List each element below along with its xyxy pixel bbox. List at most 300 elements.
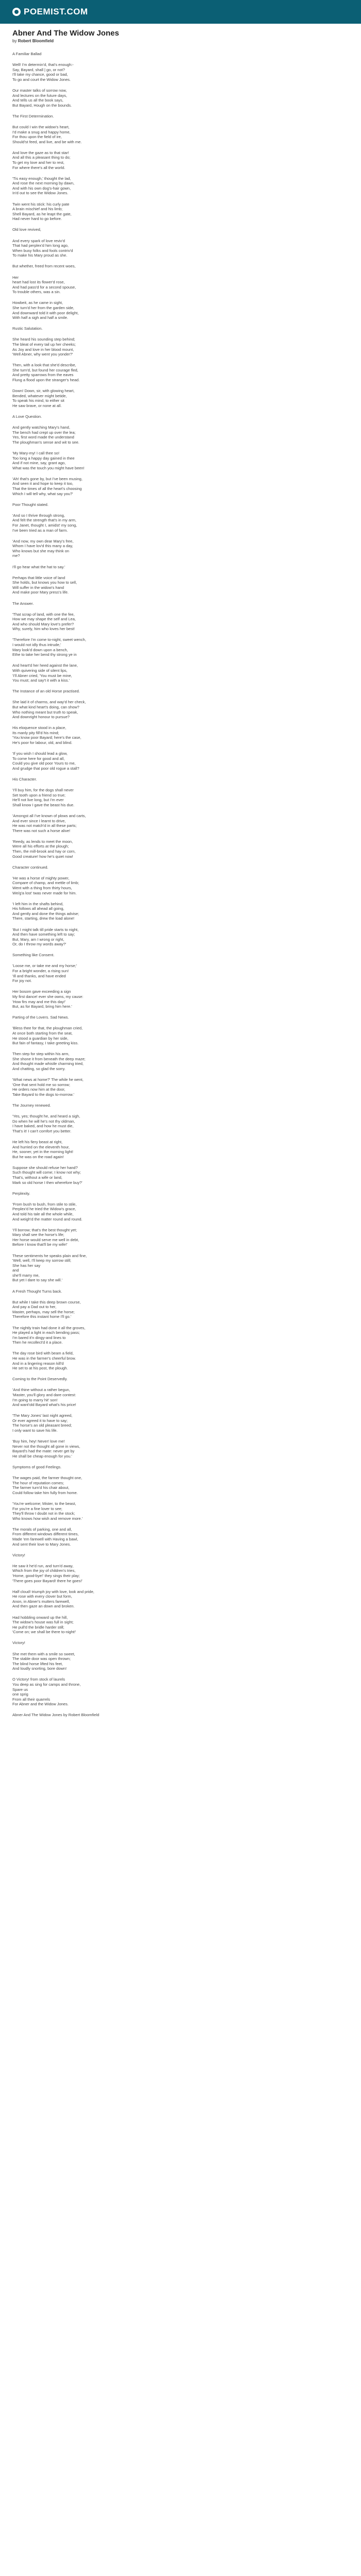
poem-stanza bbox=[12, 865, 349, 870]
poem-stanza bbox=[12, 114, 349, 119]
poem-line: He rose with every clover but form, bbox=[12, 1594, 72, 1599]
poem-line: And want'old Bayard what's his price! bbox=[12, 1402, 76, 1408]
poem-line: From all their quarrels bbox=[12, 1697, 50, 1702]
poem-stanza bbox=[12, 1228, 349, 1247]
poem-line: The horse's an old pleasant breed; bbox=[12, 1423, 72, 1428]
poem-line: heart had lost its flower'd rose, bbox=[12, 280, 65, 285]
poem-stanza bbox=[12, 1289, 349, 1294]
poem-line: 'Ah! that's gone by, but I've been musing, bbox=[12, 476, 83, 481]
poem-line: 'I left him in the shafts behind, bbox=[12, 901, 63, 906]
poem-line: He saw it he'd run, and turn'd away, bbox=[12, 1563, 74, 1568]
poem-line: And every spark of love reviv'd bbox=[12, 238, 65, 243]
poem-line: and bbox=[12, 1268, 19, 1273]
poem-stanza bbox=[12, 513, 349, 533]
poem-line: 'And now, my own dear Mary's free, bbox=[12, 538, 74, 544]
poem-line: Down! Down, sir, with glowing heart, bbox=[12, 388, 75, 394]
poem-line: She turn'd, but found her courage fled, bbox=[12, 367, 78, 372]
poem-line: And all this a pleasant thing to do; bbox=[12, 155, 71, 160]
poem-line: Poor Thought stated. bbox=[12, 502, 48, 507]
poem-line: Character continued. bbox=[12, 865, 48, 870]
poem-stanza bbox=[12, 125, 349, 144]
logo-text: POEMIST.COM bbox=[24, 7, 88, 16]
poem-line: 'He was a horse of mighty power, bbox=[12, 875, 70, 880]
poem-line: And lectures on the future days, bbox=[12, 93, 67, 98]
poem-stanza bbox=[12, 1326, 349, 1345]
poem-stanza bbox=[12, 275, 349, 295]
poem-line: Mark so old horse I then wherefore buy?' bbox=[12, 1180, 83, 1185]
poem-line: The ploughman's sense and wit to see. bbox=[12, 439, 79, 445]
poem-stanza bbox=[12, 1351, 349, 1370]
poem-line: He orders now him at the door, bbox=[12, 1087, 65, 1092]
poem-line: Why, surely, him who loves her best! bbox=[12, 626, 75, 632]
poem-line: 'If you wish I should lead a glow, bbox=[12, 751, 68, 756]
poem-line: With half a sigh and half a smile. bbox=[12, 315, 68, 320]
poem-line: I'll go hear what the hat to say.' bbox=[12, 564, 65, 569]
poem-line: 'What news at home?' The while he went, bbox=[12, 1077, 84, 1082]
poem-line: 'Amongst all I've known of plows and carts, bbox=[12, 813, 86, 818]
poem-line: And sent their love to Mary Jones. bbox=[12, 1541, 71, 1547]
poem-line: His Character. bbox=[12, 776, 37, 782]
poem-line: Suppose she should refuse her hand? bbox=[12, 1165, 78, 1170]
poem-line: Who nothing meant but truth to speak, bbox=[12, 709, 78, 715]
poem-line: Or ever agreed it to have to say; bbox=[12, 1418, 68, 1423]
poem-stanza bbox=[12, 1589, 349, 1609]
poem-stanza bbox=[12, 202, 349, 222]
poem-line: one sprig bbox=[12, 1692, 28, 1697]
poem-line: Master, perhaps, may sell the horse; bbox=[12, 1309, 75, 1314]
poem-line: Ethe to take her bend thy strong ye in bbox=[12, 652, 77, 657]
poem-line: I only want to save his life. bbox=[12, 1428, 58, 1433]
poem-line: She laid it of charms, and way'd her check, bbox=[12, 700, 86, 705]
poem-line: Victory! bbox=[12, 1640, 25, 1646]
poem-stanza bbox=[12, 388, 349, 408]
poem-stanza bbox=[12, 689, 349, 694]
poem-line: 'That scrap of land, with one the fee, bbox=[12, 612, 75, 617]
poem-line: For a bright wonder, a rising sun! bbox=[12, 969, 69, 974]
poem-line: Her horse would serve me well in debt, bbox=[12, 1237, 79, 1242]
poem-stanza bbox=[12, 1191, 349, 1196]
poem-line: Howbeit, as he came in sight, bbox=[12, 300, 63, 306]
poem-byline bbox=[12, 39, 349, 43]
poem-line: That's, without a wife or land, bbox=[12, 1175, 62, 1180]
poem-line: 'Master, you'll glory and dare contest: bbox=[12, 1392, 76, 1397]
poem-stanza bbox=[12, 700, 349, 719]
poem-line: 'Yes, yes; thought he, and heard a sigh, bbox=[12, 1114, 80, 1119]
poem-stanza bbox=[12, 1052, 349, 1071]
poem-line: A Familiar Ballad bbox=[12, 52, 42, 56]
poem-line: And then gaze an down and broken. bbox=[12, 1604, 75, 1609]
poem-line: 'The Mary Jones' last night agreed, bbox=[12, 1413, 73, 1418]
poem-line: He pull'd the bridle harder still; bbox=[12, 1624, 64, 1630]
poem-line: Our master talks of sorrow now, bbox=[12, 88, 67, 93]
poem-line: Parting of the Lovers. Sad News. bbox=[12, 1015, 69, 1020]
poem-content bbox=[0, 24, 361, 1718]
poem-line: Therefore this instant home I'll go.' bbox=[12, 1314, 72, 1319]
poem-line: My first dance! ever she owns, my cause: bbox=[12, 994, 84, 999]
poem-line: You must; and say't it with a kiss.' bbox=[12, 678, 70, 683]
poem-line: And gently and done the things advise; bbox=[12, 911, 79, 916]
poem-stanza bbox=[12, 1140, 349, 1159]
poem-line: But yet I dare to say she will.' bbox=[12, 1278, 62, 1283]
poem-line: For you're a fine lover to see; bbox=[12, 1506, 62, 1511]
poem-stanza bbox=[12, 176, 349, 196]
poem-line: He stood a guardian by her side, bbox=[12, 1036, 69, 1041]
poem-line: 'Well Abner, why went you yonder?' bbox=[12, 352, 73, 357]
poem-line: The hour of reputation comes; bbox=[12, 1480, 64, 1485]
poem-line: And then have something left to say; bbox=[12, 932, 75, 937]
poem-line: He was not match'd in all these parts; bbox=[12, 823, 77, 828]
poem-line: That had perplex'd him long ago, bbox=[12, 243, 69, 248]
poem-line: The nightly train had done it all the groves, bbox=[12, 1325, 86, 1330]
poem-line: In'd out to see the Widow Jones. bbox=[12, 191, 69, 196]
poem-line: She met them with a smile so sweet, bbox=[12, 1651, 75, 1656]
poem-line: Take Bayard to the dogs to-morrow.' bbox=[12, 1092, 74, 1097]
poem-stanza bbox=[12, 300, 349, 320]
poem-line: 'I'll buy him, for the dogs shall never bbox=[12, 788, 74, 793]
poem-stanza bbox=[12, 264, 349, 269]
poem-line: And pretty sparrows from the eaves bbox=[12, 372, 74, 378]
poem-line: Bayard's had the mate: never get by bbox=[12, 1449, 75, 1454]
poem-line: Rustic Salutation. bbox=[12, 326, 43, 331]
byline-prefix: by bbox=[12, 39, 17, 43]
poem-stanza bbox=[12, 62, 349, 82]
poem-stanza bbox=[12, 1527, 349, 1547]
poem-line: Her bbox=[12, 275, 19, 280]
poem-line: Well! I'm determin'd, that's enough:- bbox=[12, 62, 74, 67]
poem-line: She holds, but knows you how to sell, bbox=[12, 580, 77, 585]
top-navigation-bar bbox=[0, 0, 361, 24]
poem-line: And who should Mary love's prefer? bbox=[12, 621, 74, 626]
poem-line: Perhaps that little voice of land bbox=[12, 575, 65, 580]
poem-line: And thought made whistle charming tried, bbox=[12, 1061, 84, 1066]
poem-line: Shell Bayard, as he leapt the gate, bbox=[12, 211, 72, 216]
poem-line: He'll not live long, but I'm ever bbox=[12, 798, 64, 803]
poem-line: O Victory! from stock of laurels bbox=[12, 1677, 65, 1682]
poem-line: The blind horse lifted his feet, bbox=[12, 1661, 63, 1666]
poem-line: And heart'd her heed against the lane, bbox=[12, 663, 78, 668]
poem-line: 'Home, good-bye!' they sings their play; bbox=[12, 1573, 80, 1578]
poem-line: me? bbox=[12, 553, 20, 558]
poem-line: The Journey renewed. bbox=[12, 1103, 51, 1108]
poem-stanza bbox=[12, 1103, 349, 1108]
poem-author[interactable]: Robert Bloomfield bbox=[18, 39, 54, 43]
poem-line: He saw brave, or none at all. bbox=[12, 403, 62, 408]
poem-line: 'From bush to bush, from stile to stile, bbox=[12, 1201, 77, 1207]
poem-line: 'You're welcome; Mister, to the beast, bbox=[12, 1501, 76, 1506]
poem-line: The wages paid, the farmer thought one, bbox=[12, 1476, 83, 1481]
poem-line: And seen it and hope to keep it too, bbox=[12, 481, 74, 486]
poem-line: Or, do I throw my words away?' bbox=[12, 942, 67, 947]
poem-line: To go and court the Widow Jones. bbox=[12, 77, 71, 82]
poem-line: Made 'em farewell with Having a bawl, bbox=[12, 1537, 78, 1542]
poem-line: The morals of parking, one and all, bbox=[12, 1527, 72, 1532]
poem-line: But while I take this deep brown course, bbox=[12, 1299, 81, 1304]
poem-line: 'You know poor Bayard; here's the case, bbox=[12, 735, 81, 740]
poem-line: Spare us bbox=[12, 1687, 28, 1692]
poem-line: And had pass'd for a second spouse, bbox=[12, 284, 76, 290]
poem-line: To come here for good and all, bbox=[12, 756, 65, 761]
poem-stanza bbox=[12, 601, 349, 606]
poem-line: The bleat of every tail up her cheeks; bbox=[12, 342, 76, 347]
poem-line: The First Determination. bbox=[12, 113, 54, 118]
poem-line: 'My Mary-my! I call thee so! bbox=[12, 450, 60, 455]
poem-line: Then, the mill-brook and hay or corn, bbox=[12, 849, 76, 854]
poem-line: And chatting, so glad the sorry. bbox=[12, 1066, 65, 1071]
poem-stanza bbox=[12, 502, 349, 507]
poem-stanza bbox=[12, 1501, 349, 1521]
poem-line: And ever since I learnt to drive, bbox=[12, 818, 66, 823]
poem-line: 'And so I thrive through strong, bbox=[12, 513, 65, 518]
poem-stanza bbox=[12, 963, 349, 983]
poem-line: Say, Bayard, shall | go, or not? bbox=[12, 67, 65, 72]
poem-line: From different windows different times, bbox=[12, 1532, 79, 1537]
poem-line: For where there's all the world. bbox=[12, 165, 65, 170]
poem-line: 'There goes poor Bayard! there he goes!' bbox=[12, 1578, 83, 1583]
poem-line: And with his own dog's-hair gown, bbox=[12, 185, 71, 191]
poem-line: The farmer turn'd his chair about, bbox=[12, 1485, 70, 1490]
poem-line: And grudge that poor old rogue a stall? bbox=[12, 766, 79, 771]
poem-line: 'Therefore I'm come to-night, sweet wench, bbox=[12, 637, 86, 642]
poem-line: Will suffer in the widow's hand bbox=[12, 585, 64, 590]
poem-line: I've been tried as a man of farm. bbox=[12, 528, 68, 533]
poem-stanza bbox=[12, 876, 349, 895]
poem-line: But what kind heart's doing, can show? bbox=[12, 704, 79, 709]
poem-stanza bbox=[12, 1652, 349, 1671]
poem-line: Victory! bbox=[12, 1552, 25, 1557]
poem-line: He's poor for labour, old, and blind. bbox=[12, 740, 73, 745]
poem-stanza bbox=[12, 239, 349, 258]
poem-line: 'Well, well, I'll keep my sorrow still; bbox=[12, 1258, 71, 1263]
poem-line: I would not idly thus intrude,' bbox=[12, 642, 61, 648]
poem-line: 'Tis easy enough,' thought the lad, bbox=[12, 176, 71, 181]
poem-line: Who knows how wish and remove more.' bbox=[12, 1516, 83, 1521]
poem-line: I'm bared it'n dingy-and lines to bbox=[12, 1335, 66, 1340]
poem-line: He left his fiery beast at right, bbox=[12, 1139, 63, 1144]
poem-line: That's it! I can't comfort you better. bbox=[12, 1128, 72, 1133]
poem-stanza bbox=[12, 839, 349, 859]
poem-stanza bbox=[12, 337, 349, 357]
poem-stanza bbox=[12, 1564, 349, 1583]
poem-line: Flung a flood upon the stranger's head. bbox=[12, 378, 80, 382]
poem-stanza bbox=[12, 953, 349, 958]
poem-line: To trouble others, was a sin. bbox=[12, 290, 61, 295]
poem-line: That the times of all the heart's choosing bbox=[12, 486, 82, 491]
poem-line: To make his Mary proud as she. bbox=[12, 253, 68, 258]
poem-stanza bbox=[12, 1640, 349, 1646]
poem-line: Were all his efforts at the plough; bbox=[12, 844, 69, 849]
poem-line: Anon, in Abner's mutters farewell, bbox=[12, 1599, 70, 1604]
poem-line: Her bosom gave exceeding a sign bbox=[12, 989, 71, 994]
poem-line: To get my love and her to rest, bbox=[12, 160, 64, 165]
poem-stanza bbox=[12, 451, 349, 470]
poem-line: But he was on the road again! bbox=[12, 1154, 64, 1159]
poem-line: Bended, whatever might betide, bbox=[12, 393, 67, 398]
poem-line: Old love revived, bbox=[12, 227, 41, 232]
poem-line: Something like Consent. bbox=[12, 953, 55, 958]
poem-stanza bbox=[12, 575, 349, 595]
poem-line: And hurried on the eleventh hour, bbox=[12, 1144, 70, 1149]
poem-line: 'Reedy, as lends to meet the moon, bbox=[12, 839, 73, 844]
poem-stanza bbox=[12, 637, 349, 657]
poem-stanza bbox=[12, 1026, 349, 1045]
poem-line: Could you give old poor Yours to me, bbox=[12, 761, 76, 766]
poem-line: 'I'll borrow; that's the best thought yet; bbox=[12, 1227, 77, 1232]
poem-line: Then he recollect'd it a place. bbox=[12, 1340, 63, 1345]
poem-line: He was in the farmer's cheerful brow. bbox=[12, 1356, 76, 1361]
poem-stanza bbox=[12, 414, 349, 419]
poem-stanza bbox=[12, 363, 349, 382]
poem-stanza bbox=[12, 1615, 349, 1635]
poem-stanza bbox=[12, 565, 349, 570]
poem-line: Yes, first word made the understand bbox=[12, 435, 74, 440]
poem-line: Had hobbling onward up the hill, bbox=[12, 1615, 68, 1620]
poem-line: His follows all ahead all going, bbox=[12, 906, 64, 911]
poem-line: Whom I have lov'd this many a day, bbox=[12, 544, 73, 549]
poem-line: And rose the next morning by dawn, bbox=[12, 181, 75, 186]
poem-line: Do when he will he's not thy oldman, bbox=[12, 1118, 75, 1124]
poem-stanza bbox=[12, 1015, 349, 1020]
poem-line: Should'st feed, and live, and be with me. bbox=[12, 139, 82, 144]
poem-line: Such thought will come; I know not why; bbox=[12, 1170, 81, 1175]
poem-line: Its manly pity fill'd his mind; bbox=[12, 730, 59, 735]
poem-line: Could follow take him fully from home. bbox=[12, 1490, 78, 1495]
poem-line: For Janet, thought I, amidst' my song, bbox=[12, 522, 77, 528]
poem-line: Too long a happy day gained in thee bbox=[12, 455, 75, 461]
poem-line: 'Bless thee for that, the ploughman cried, bbox=[12, 1026, 83, 1031]
poem-stanza bbox=[12, 1300, 349, 1319]
poem-line: Coming to the Point Deservedly. bbox=[12, 1377, 68, 1382]
poem-stanza bbox=[12, 425, 349, 445]
poem-line: she'll marry me, bbox=[12, 1273, 40, 1278]
poem-line: And tells us all the book says, bbox=[12, 98, 63, 103]
poem-line: Shall know I gave the beast his due. bbox=[12, 802, 75, 807]
poem-stanza bbox=[12, 1077, 349, 1097]
poem-line: He played a light in each bending pass; bbox=[12, 1330, 80, 1335]
poem-line: At once both starting from the seat, bbox=[12, 1030, 73, 1036]
poem-line: How we may shape the self and Lea, bbox=[12, 617, 76, 622]
poem-line: And in a lingering reason kill'd bbox=[12, 1361, 64, 1366]
poem-line: Good creature! how he's quiet now! bbox=[12, 854, 73, 859]
poem-line: Who knows but she may think on bbox=[12, 548, 70, 553]
poem-line: They'll throw I doubt not in the stock; bbox=[12, 1511, 75, 1516]
poem-stanza bbox=[12, 227, 349, 232]
poem-line: I have baked, and how he must die, bbox=[12, 1124, 74, 1129]
poem-line: When busy folks and fools contriv'd bbox=[12, 248, 73, 253]
poem-stanza bbox=[12, 989, 349, 1009]
poem-line: I'd make a snug and happy home, bbox=[12, 129, 71, 134]
poem-line: 'Buy him, hey! Never! love me! bbox=[12, 1439, 65, 1444]
poem-stanza bbox=[12, 88, 349, 108]
poem-stanza bbox=[12, 751, 349, 771]
poem-line: And love the gaze as to that star! bbox=[12, 150, 69, 155]
poem-stanza bbox=[12, 1677, 349, 1707]
poem-line: She shone it from beneath the deep maze; bbox=[12, 1056, 86, 1061]
poem-stanza bbox=[12, 1202, 349, 1222]
poem-line: Mary look'd down upon a bench, bbox=[12, 647, 68, 652]
poem-line: But whether, freed from recent woes, bbox=[12, 264, 76, 269]
poem-stanza bbox=[12, 1387, 349, 1407]
poem-line: Set tooth upon a friend so true; bbox=[12, 792, 65, 798]
poem-stanza bbox=[12, 663, 349, 683]
poem-line: He shall be cheap enough for you.' bbox=[12, 1453, 72, 1459]
poem-stanza bbox=[12, 1476, 349, 1495]
poem-line: You deep as sing for camps and throne, bbox=[12, 1682, 81, 1687]
poem-line: Twin went his stick: his curly pate bbox=[12, 201, 70, 207]
poem-stanza bbox=[12, 1253, 349, 1283]
poem-stanza bbox=[12, 52, 349, 57]
poem-stanza bbox=[12, 927, 349, 947]
poemist-logo[interactable] bbox=[12, 7, 88, 17]
poem-line: And felt the strength that's in my arm, bbox=[12, 518, 76, 523]
poem-line: 'Come on; we shall be there to-night!' bbox=[12, 1630, 76, 1635]
poem-line: The widow's house was full in sight; bbox=[12, 1620, 74, 1625]
poem-line: For thou upon the field of ire, bbox=[12, 134, 62, 140]
poem-line: She has her say bbox=[12, 1263, 41, 1268]
poem-line: With quivering side of silent lips, bbox=[12, 668, 68, 673]
poem-line: For Abner and the Widow Jones. bbox=[12, 1702, 69, 1707]
poem-line: 'How firs may and me this day!' bbox=[12, 999, 66, 1004]
poem-line: These sentiments he speaks plain and fine, bbox=[12, 1253, 87, 1258]
poem-stanza bbox=[12, 1377, 349, 1382]
poem-line: I'll take my chance, good or bad, bbox=[12, 72, 68, 77]
poem-stanza bbox=[12, 814, 349, 833]
poem-stanza bbox=[12, 788, 349, 807]
poem-line: The bench had crept up over the lea; bbox=[12, 430, 76, 435]
poem-line: But, as for Bayard, bring him here.' bbox=[12, 1004, 72, 1009]
poem-line: 'One that sent hold me so sorrow; bbox=[12, 1082, 70, 1087]
logo-icon bbox=[12, 8, 21, 16]
poem-stanza bbox=[12, 326, 349, 331]
poem-stanza bbox=[12, 777, 349, 782]
poem-line: Went with a thing from thirty hours, bbox=[12, 885, 72, 890]
poem-line: Which from the joy of children's tries, bbox=[12, 1568, 76, 1573]
poem-line: 'Ill and thanks, and have ended bbox=[12, 973, 66, 978]
poem-line: But could I win the widow's heart, bbox=[12, 124, 70, 129]
poem-line: And pay a Dad out to her, bbox=[12, 1304, 57, 1310]
poem-line: But Bayard, Hough on the bounds. bbox=[12, 103, 72, 108]
poem-stanza bbox=[12, 1165, 349, 1185]
poem-line: There, starting, drew the load alone! bbox=[12, 916, 75, 921]
poem-line: 'I'll Abner cried, 'You must be mine, bbox=[12, 673, 72, 678]
poem-line: The Instance of an old Horse practised. bbox=[12, 689, 80, 694]
poem-line: And downright honour to pursue? bbox=[12, 715, 70, 720]
poem-title: Abner And The Widow Jones bbox=[12, 29, 119, 38]
poem-line: And make poor Mary press's life. bbox=[12, 590, 69, 595]
poem-stanza bbox=[12, 150, 349, 170]
poem-line: What was the touch you might have been! bbox=[12, 465, 85, 470]
poem-line: Before I know that'll be my wife!' bbox=[12, 1242, 68, 1247]
poem-line: A brain mischief and his limb; bbox=[12, 207, 63, 212]
poem-line: We/g'a lost' twas never made for him. bbox=[12, 890, 77, 895]
poem-line: But, Mary, am I wrong or right, bbox=[12, 937, 64, 942]
poem-line: And weigh'd the matter round and round. bbox=[12, 1216, 83, 1222]
poem-line: Perplex'd he tried the Widow's grace, bbox=[12, 1207, 76, 1212]
poem-line: Which I will tell why, what say you?' bbox=[12, 491, 73, 496]
poem-line: And told his tale all the whole while, bbox=[12, 1211, 74, 1216]
poem-line: And if not mine, say, grant ago, bbox=[12, 461, 66, 466]
poem-line: 'But I might talk till pride starts to night, bbox=[12, 927, 79, 932]
poem-line: He set to at his post, the plough. bbox=[12, 1366, 68, 1371]
poem-stanza bbox=[12, 1114, 349, 1133]
poem-line: As Joy and love in her blood mount, bbox=[12, 347, 74, 352]
poem-line: The day rose bird with beam a field, bbox=[12, 1351, 74, 1356]
poem-line: Half cloud! triumph joy with love, look and pride, bbox=[12, 1589, 94, 1594]
poem-stanza bbox=[12, 902, 349, 921]
poem-line: He, sooner, yet in the morning light! bbox=[12, 1149, 73, 1155]
poem-line: I'm going to marry hit' son! bbox=[12, 1397, 58, 1402]
poem-line: But fain of fantasy, I take greeting kiss. bbox=[12, 1041, 79, 1046]
poem-line: And gently watching Mary's hand, bbox=[12, 425, 70, 430]
